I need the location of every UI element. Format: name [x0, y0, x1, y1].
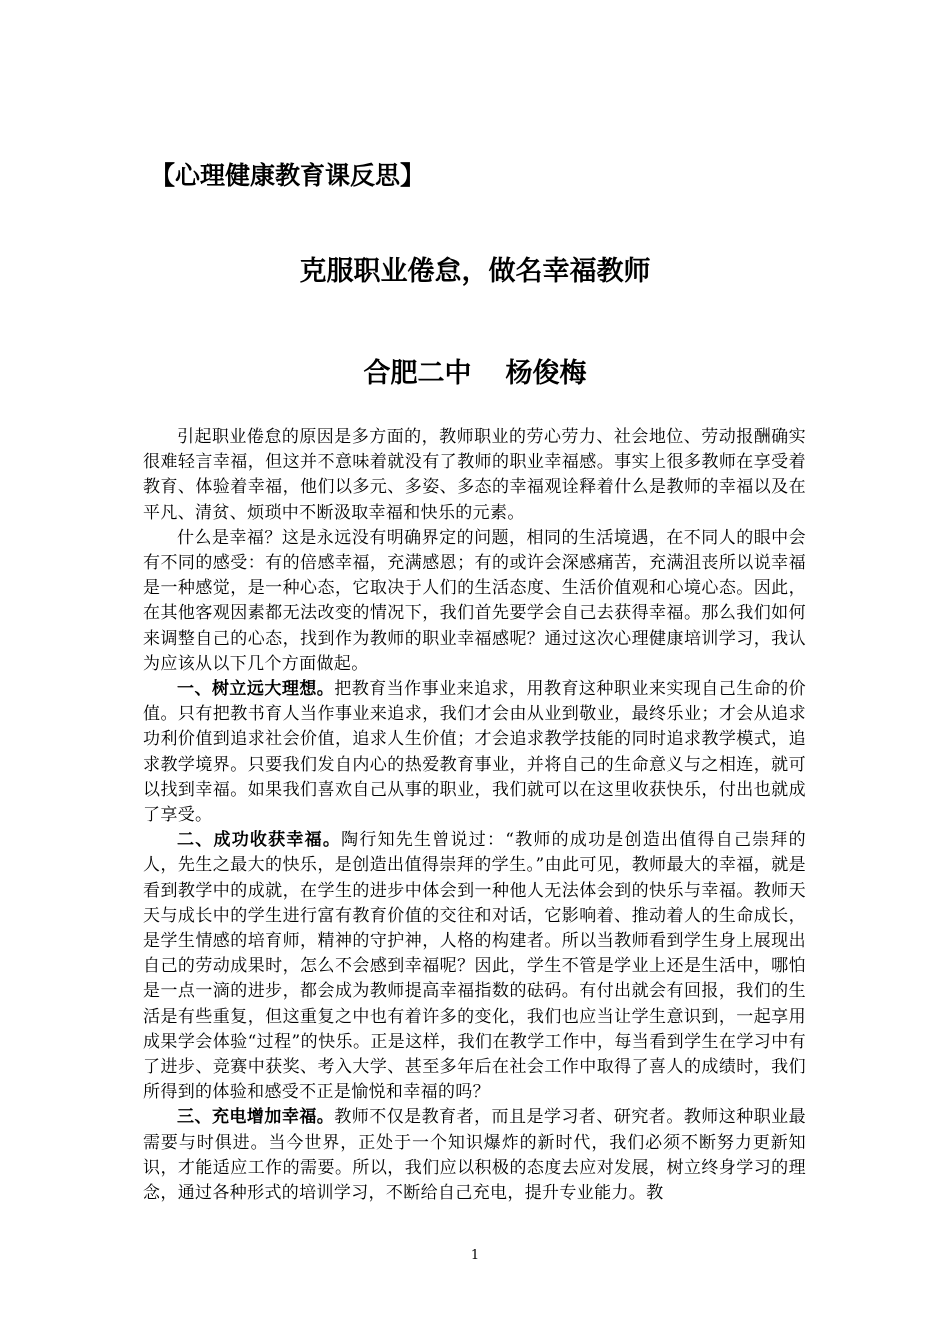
paragraph-text: 教师不仅是教育者，而且是学习者、研究者。教师这种职业最需要与时俱进。当今世界，正处于一个知识爆炸的新时代，我们必须不断努力更新知识，才能适应工作的需要。所以，我们应以积极的态度去应对发展，树立终身学习的理念，通过各种形式的培训学习，不断给自己充电，提升专业能力。教 [143, 1107, 806, 1204]
paragraph-point-one [143, 677, 806, 828]
paragraph-lead-heading: 三、充电增加幸福。 [177, 1107, 335, 1128]
paragraph-intro [143, 425, 806, 526]
paragraph-point-three [143, 1105, 806, 1206]
article-body [143, 425, 806, 1206]
page-number: 1 [470, 1248, 480, 1263]
paragraph-text: 把教育当作事业来追求，用教育这种职业来实现自己生命的价值。只有把教书育人当作事业来追求，我们才会由从业到敬业，最终乐业；才会从追求功利价值到追求社会价值，追求人生价值；才会追求教学技能的同时追求教学模式，追求教学境界。只要我们发自内心的热爱教育事业，并将自己的生命意义与之相连，就可以找到幸福。如果我们喜欢自己从事的职业，我们就可以在这里收获快乐，付出也就成了享受。 [143, 679, 806, 826]
paragraph-text: 引起职业倦怠的原因是多方面的，教师职业的劳心劳力、社会地位、劳动报酬确实很难轻言幸福，但这并不意味着就没有了教师的职业幸福感。事实上很多教师在享受着教育、体验着幸福，他们以多元、多姿、多态的幸福观诠释着什么是教师的幸福以及在平凡、清贫、烦琐中不断汲取幸福和快乐的元素。 [143, 427, 806, 523]
article-title: 克服职业倦怠，做名幸福教师 [299, 256, 651, 287]
paragraph-text: 什么是幸福？这是永远没有明确界定的问题，相同的生活境遇，在不同人的眼中会有不同的感受：有的倍感幸福，充满感恩；有的或许会深感痛苦，充满沮丧所以说幸福是一种感觉，是一种心态，它取决于人们的生活态度、生活价值观和心境心态。因此，在其他客观因素都无法改变的情况下，我们首先要学会自己去获得幸福。那么我们如何来调整自己的心态，找到作为教师的职业幸福感呢？通过这次心理健康培训学习，我认为应该从以下几个方面做起。 [143, 527, 806, 674]
paragraph-lead-heading: 二、成功收获幸福。 [177, 830, 342, 851]
author-line [0, 357, 950, 391]
paragraph-point-two [143, 828, 806, 1105]
paragraph-text: 陶行知先生曾说过：“教师的成功是创造出值得自己崇拜的人，先生之最大的快乐，是创造出值得崇拜的学生。”由此可见，教师最大的幸福，就是看到教学中的成就，在学生的进步中体会到一种他人无法体会到的快乐与幸福。教师天天与成长中的学生进行富有教育价值的交往和对话，它影响着、推动着人的生命成长，是学生情感的培育师，精神的守护神，人格的构建者。所以当教师看到学生身上展现出自己的劳动成果时，怎么不会感到幸福呢？因此，学生不管是学业上还是生活中，哪怕是一点一滴的进步，都会成为教师提高幸福指数的砝码。有付出就会有回报，我们的生活是有些重复，但这重复之中也有着许多的变化，我们也应当让学生意识到，一起享用成果学会体验“过程”的快乐。正是这样，我们在教学工作中，每当看到学生在学习中有了进步、竞赛中获奖、考入大学、甚至多年后在社会工作中取得了喜人的成绩时，我们所得到的体验和感受不正是愉悦和幸福的吗？ [143, 830, 806, 1103]
author-school: 合肥二中 [363, 358, 472, 389]
paragraph-what-is-happiness [143, 526, 806, 677]
section-category-heading: 【心理健康教育课反思】 [150, 161, 426, 190]
paragraph-lead-heading: 一、树立远大理想。 [177, 679, 335, 700]
author-name: 杨俊梅 [505, 358, 587, 389]
